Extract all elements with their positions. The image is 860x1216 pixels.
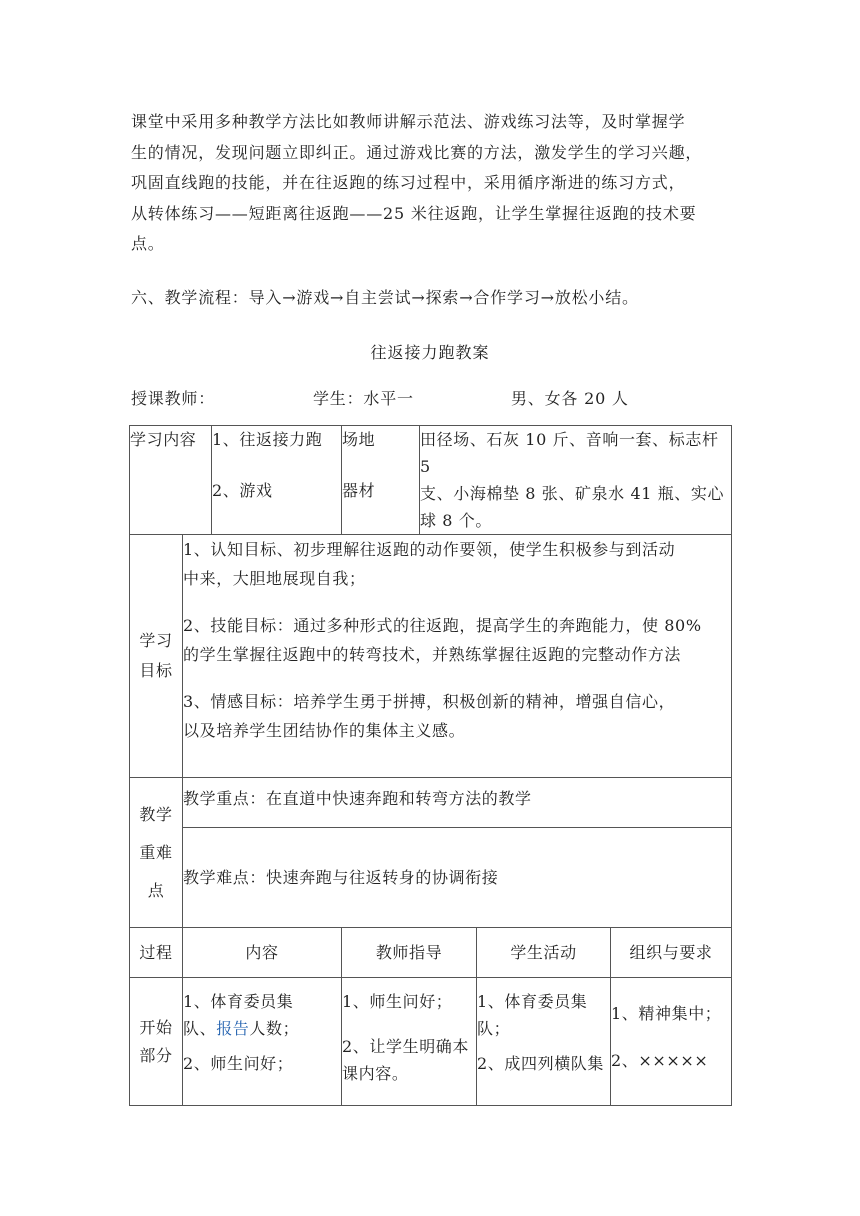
content-label-cell — [130, 426, 212, 535]
key-points-label-3: 点 — [147, 880, 165, 900]
key-points-label-1: 教学 — [139, 804, 173, 824]
objectives-row — [130, 535, 732, 778]
intro-line-5: 点。 — [131, 234, 165, 253]
student-count: 男、女各 20 人 — [511, 389, 629, 408]
objective-3-line-1: 3、情感目标：培养学生勇于拼搏，积极创新的精神，增强自信心， — [183, 692, 676, 711]
teaching-difficulty: 教学难点：快速奔跑与往返转身的协调衔接 — [183, 868, 499, 887]
start-content-line-2 — [183, 1015, 341, 1042]
objective-2-line-1: 2、技能目标：通过多种形式的往返跑，提高学生的奔跑能力，使 80% — [183, 616, 702, 635]
start-org-line-2: 2、××××× — [611, 1051, 709, 1070]
objectives-label-cell — [130, 535, 183, 778]
flow-line: 六、教学流程：导入→游戏→自主尝试→探索→合作学习→放松小结。 — [131, 288, 639, 307]
start-content-line-1: 1、体育委员集 — [183, 992, 294, 1011]
focus-cell — [183, 778, 732, 828]
report-link[interactable]: 报告 — [216, 1019, 250, 1038]
objective-1-line-1: 1、认知目标、初步理解往返跑的动作要领，使学生积极参与到活动 — [183, 540, 676, 559]
start-student-line-3: 2、成四列横队集 — [477, 1054, 604, 1073]
start-content-line-3: 2、师生问好； — [183, 1054, 294, 1073]
header-teacher: 教师指导 — [342, 928, 477, 978]
venue-label-1: 场地 — [342, 430, 376, 449]
objectives-label-2: 目标 — [139, 661, 173, 680]
start-label-2: 部分 — [139, 1045, 173, 1065]
start-teacher-line-1: 1、师生问好； — [342, 992, 453, 1011]
header-process: 过程 — [130, 928, 183, 978]
teacher-label: 授课教师： — [131, 389, 216, 408]
header-organization: 组织与要求 — [611, 928, 732, 978]
objectives-cell — [183, 535, 732, 778]
venue-line-1: 田径场、石灰 10 斤、音响一套、标志杆 5 — [420, 430, 719, 476]
content-item-2: 2、游戏 — [212, 481, 273, 500]
start-section-row — [130, 978, 732, 1106]
key-points-label-cell — [130, 778, 183, 928]
start-teacher-cell — [342, 978, 477, 1106]
header-student: 学生活动 — [477, 928, 611, 978]
venue-label-cell — [342, 426, 420, 535]
venue-line-2: 支、小海棉垫 8 张、矿泉水 41 瓶、实心 — [420, 484, 725, 503]
start-content-cell — [183, 978, 342, 1106]
content-item-1: 1、往返接力跑 — [212, 430, 323, 449]
objectives-label-1: 学习 — [139, 631, 173, 650]
content-row — [130, 426, 732, 535]
student-level: 学生：水平一 — [313, 389, 414, 408]
venue-label-2: 器材 — [342, 481, 376, 500]
content-label: 学习内容 — [130, 430, 197, 449]
info-row — [131, 386, 731, 410]
difficulty-row — [130, 828, 732, 928]
teaching-focus: 教学重点：在直道中快速奔跑和转弯方法的教学 — [183, 789, 532, 808]
header-content: 内容 — [183, 928, 342, 978]
key-points-label-2: 重难 — [139, 842, 173, 862]
start-org-line-1: 1、精神集中； — [611, 1004, 722, 1023]
start-student-line-1: 1、体育委员集 — [477, 992, 588, 1011]
plan-title: 往返接力跑教案 — [370, 343, 490, 362]
venue-list-cell — [420, 426, 732, 535]
intro-line-4: 从转体练习——短距离往返跑——25 米往返跑，让学生掌握往返跑的技术要 — [131, 203, 697, 223]
objective-1-line-2: 中来，大胆地展现自我； — [183, 569, 366, 588]
intro-paragraph — [131, 107, 733, 260]
start-teacher-line-3: 课内容。 — [342, 1064, 409, 1083]
start-student-line-2: 队； — [477, 1019, 511, 1038]
intro-line-2: 生的情况，发现问题立即纠正。通过游戏比赛的方法，激发学生的学习兴趣， — [131, 142, 703, 162]
focus-row — [130, 778, 732, 828]
start-teacher-line-2: 2、让学生明确本 — [342, 1037, 469, 1056]
start-label-1: 开始 — [139, 1017, 173, 1037]
lesson-plan-table — [129, 425, 732, 1106]
objective-2-line-2: 的学生掌握往返跑中的转弯技术，并熟练掌握往返跑的完整动作方法 — [183, 645, 682, 664]
intro-line-1: 课堂中采用多种教学方法比如教师讲解示范法、游戏练习法等，及时掌握学 — [131, 112, 686, 131]
process-header-row — [130, 928, 732, 978]
start-label-cell — [130, 978, 183, 1106]
start-student-cell — [477, 978, 611, 1106]
content-items-cell — [212, 426, 342, 535]
objective-3-line-2: 以及培养学生团结协作的集体主义感。 — [183, 721, 466, 740]
intro-line-3: 巩固直线跑的技能，并在往返跑的练习过程中，采用循序渐进的练习方式， — [131, 173, 686, 192]
difficulty-cell — [183, 828, 732, 928]
start-content-post: 人数； — [249, 1019, 300, 1038]
venue-line-3: 球 8 个。 — [420, 511, 492, 530]
start-org-cell — [611, 978, 732, 1106]
start-content-pre: 队、 — [183, 1019, 217, 1038]
